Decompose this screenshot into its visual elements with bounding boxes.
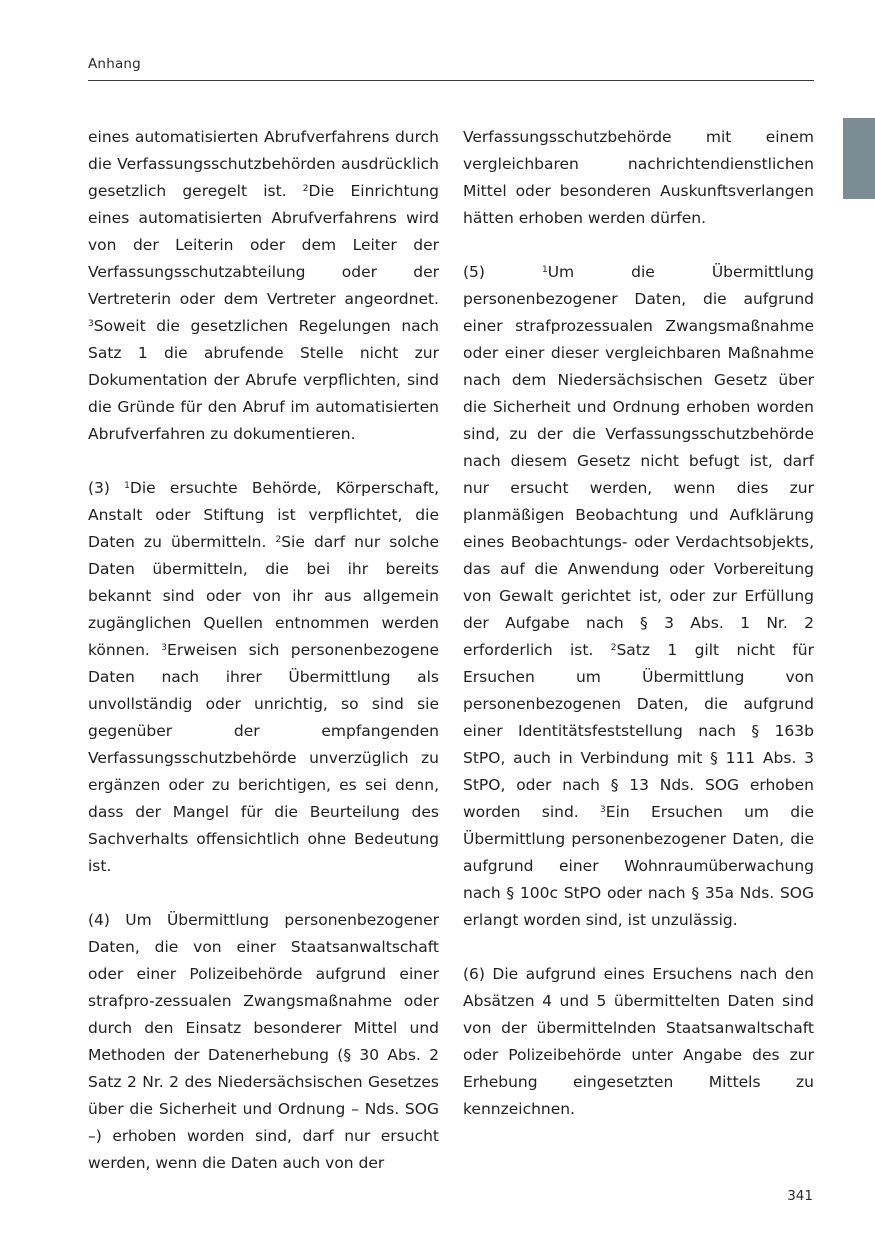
sentence-number: 2	[302, 184, 309, 194]
paragraph-number: (5)	[463, 263, 542, 281]
paragraph-number: (3)	[88, 479, 125, 497]
paragraph-text: Verfassungsschutzbehörde mit einem vergleichbaren nachrichtendienstlichen Mittel oder besonderen Auskunftsverlangen hätten erhoben werden dürfen.	[463, 128, 814, 227]
paragraph-3	[88, 475, 439, 880]
sentence-number: 3	[600, 805, 606, 815]
sentence-number: 1	[124, 481, 130, 491]
page-number: 341	[787, 1188, 813, 1204]
paragraph-6	[463, 961, 814, 1123]
sentence-number: 3	[88, 319, 94, 329]
sentence-number: 3	[161, 643, 168, 653]
sentence-number: 1	[541, 265, 548, 275]
right-column	[463, 124, 814, 1150]
sentence-1: Die ersuchte Behörde, Körperschaft, Anstalt oder Stiftung ist verpflichtet, die Daten zu übermitteln.	[88, 479, 439, 551]
paragraph-continuation	[88, 124, 439, 448]
sentence-3: Soweit die gesetzlichen Regelungen nach Satz 1 die abrufende Stelle nicht zur Dokumentation der Abrufe verpflichten, sind die Gründe für den Abruf im automatisierten Abrufverfahren zu dokumentieren.	[88, 317, 439, 443]
sentence-2: Sie darf nur solche Daten übermitteln, die bei ihr bereits bekannt sind oder von ihr aus allgemein zugänglichen Quellen entnommen werden können.	[88, 533, 439, 659]
sentence-number: 2	[275, 535, 282, 545]
sentence-3: Erweisen sich personenbezogene Daten nach ihrer Übermittlung als unvollständig oder unrichtig, so sind sie gegenüber der empfangenden Verfassungsschutzbehörde unverzüglich zu ergänzen oder zu berichtigen, es sei denn, dass der Mangel für die Beurteilung des Sachverhalts offensichtlich ohne Bedeutung ist.	[88, 641, 439, 875]
paragraph-text: (6) Die aufgrund eines Ersuchens nach den Absätzen 4 und 5 übermittelten Daten sind von der übermittelnden Staatsanwaltschaft oder Polizeibehörde unter Angabe des zur Erhebung eingesetzten Mittels zu kennzeichnen.	[463, 965, 814, 1118]
sentence-number: 2	[610, 643, 617, 653]
left-column	[88, 124, 439, 1204]
sentence-1: Um die Übermittlung personenbezogener Daten, die aufgrund einer strafprozessualen Zwangsmaßnahme oder einer dieser vergleichbaren Maßnahme nach dem Niedersächsischen Gesetz über die Sicherheit und Ordnung erhoben worden sind, zu der die Verfassungsschutzbehörde nach diesem Gesetz nicht befugt ist, darf nur ersucht werden, wenn dies zur planmäßigen Beobachtung und Aufklärung eines Beobachtungs- oder Verdachtsobjekts, das auf die Anwendung oder Vorbereitung von Gewalt gerichtet ist, oder zur Erfüllung der Aufgabe nach § 3 Abs. 1 Nr. 2 erforderlich ist.	[463, 263, 815, 659]
paragraph-5	[463, 259, 814, 934]
sentence-3: Ein Ersuchen um die Übermittlung personenbezogener Daten, die aufgrund einer Wohnraumüberwachung nach § 100c StPO oder nach § 35a Nds. SOG erlangt worden sind, ist unzulässig.	[463, 803, 814, 929]
paragraph-4-continuation	[463, 124, 814, 232]
paragraph-text: (4) Um Übermittlung personenbezogener Daten, die von einer Staatsanwaltschaft oder einer Polizeibehörde aufgrund einer strafpro-zessualen Zwangsmaßnahme oder durch den Einsatz besonderer Mittel und Methoden der Datenerhebung (§ 30 Abs. 2 Satz 2 Nr. 2 des Niedersächsischen Gesetzes über die Sicherheit und Ordnung – Nds. SOG –) erhoben worden sind, darf nur ersucht werden, wenn die Daten auch von der	[88, 911, 439, 1172]
sentence-2: Die Einrichtung eines automatisierten Abrufverfahrens wird von der Leiterin oder dem Leiter der Verfassungsschutzabteilung oder der Vertreterin oder dem Vertreter angeordnet.	[88, 182, 440, 308]
chapter-thumb-tab	[843, 118, 875, 199]
running-header	[88, 56, 814, 81]
paragraph-4	[88, 907, 439, 1177]
section-title: Anhang	[88, 56, 141, 72]
sentence-1: eines automatisierten Abrufverfahrens durch die Verfassungsschutzbehörden ausdrücklich gesetzlich geregelt ist.	[88, 128, 439, 200]
sentence-2: Satz 1 gilt nicht für Ersuchen um Übermittlung von personenbezogenen Daten, die aufgrund einer Identitätsfeststellung nach § 163b StPO, auch in Verbindung mit § 111 Abs. 3 StPO, oder nach § 13 Nds. SOG erhoben worden sind.	[463, 641, 814, 821]
